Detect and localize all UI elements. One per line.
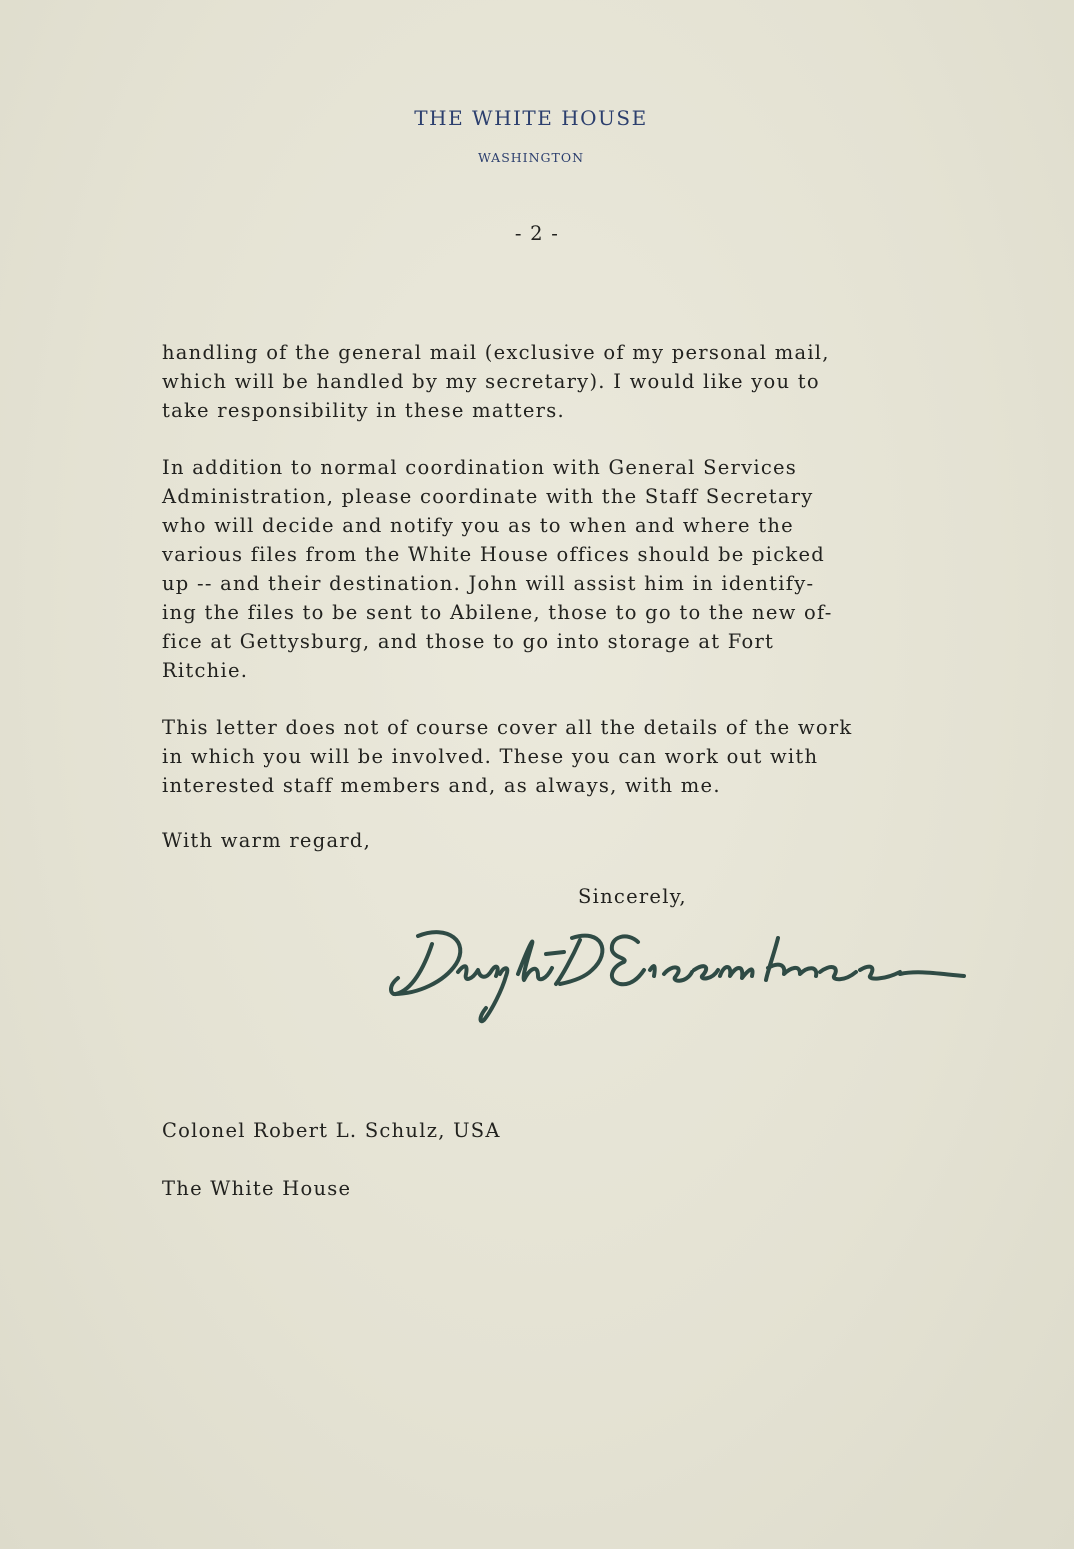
- recipient-name: Colonel Robert L. Schulz, USA: [162, 1119, 501, 1142]
- closing-line: With warm regard,: [162, 829, 372, 852]
- body-line: handling of the general mail (exclusive of my personal mail,: [162, 341, 830, 364]
- body-line: Ritchie.: [162, 659, 249, 682]
- body-line: in which you will be involved. These you can work out with: [162, 745, 819, 768]
- body-line: up -- and their destination. John will assist him in identify-: [162, 572, 815, 595]
- body-paragraph-1: [162, 338, 992, 425]
- body-line: various files from the White House offices should be picked: [162, 543, 826, 566]
- body-line: which will be handled by my secretary). I would like you to: [162, 370, 820, 393]
- body-line: interested staff members and, as always, with me.: [162, 774, 721, 797]
- handwritten-signature: [388, 918, 988, 1028]
- body-line: who will decide and notify you as to when and where the: [162, 514, 794, 537]
- sign-off: Sincerely,: [578, 885, 687, 908]
- body-line: This letter does not of course cover all the details of the work: [162, 716, 853, 739]
- body-line: In addition to normal coordination with General Services: [162, 456, 798, 479]
- letterhead-subtitle: WASHINGTON: [477, 150, 585, 165]
- body-paragraph-2: [162, 453, 992, 685]
- body-line: fice at Gettysburg, and those to go into storage at Fort: [162, 630, 775, 653]
- body-line: take responsibility in these matters.: [162, 399, 565, 422]
- recipient-organization: The White House: [162, 1177, 352, 1200]
- body-line: ing the files to be sent to Abilene, those to go to the new of-: [162, 601, 833, 624]
- letterhead-title: THE WHITE HOUSE: [414, 106, 648, 130]
- body-paragraph-3: [162, 713, 992, 800]
- page-number: - 2 -: [514, 222, 560, 245]
- body-line: Administration, please coordinate with the Staff Secretary: [162, 485, 814, 508]
